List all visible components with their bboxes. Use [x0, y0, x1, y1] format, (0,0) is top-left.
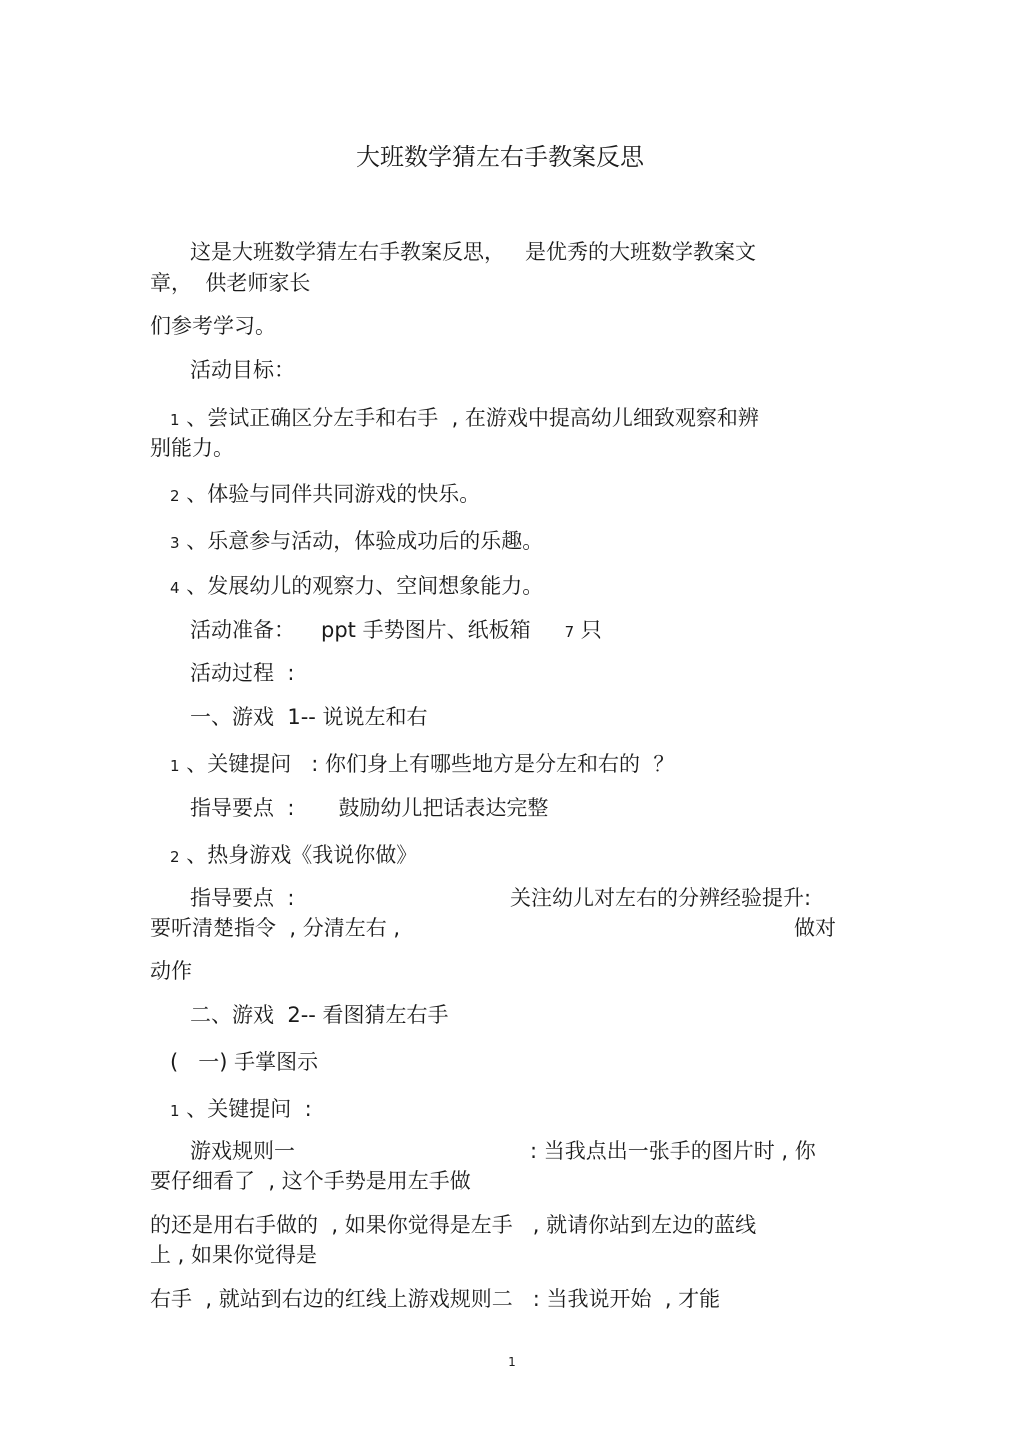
game1-tip-2-line-2-right: 做对 — [794, 916, 836, 940]
game1-tip-1 — [190, 793, 548, 823]
rule1-text: : 当我点出一张手的图片时 , 你 — [530, 1139, 816, 1163]
rule1-line-3: 的还是用右手做的 , 如果你觉得是左手 , 就请你站到左边的蓝线 — [150, 1213, 757, 1237]
intro-line-3: 们参考学习。 — [150, 314, 276, 338]
page-number: 1 — [508, 1355, 516, 1369]
goals-heading: 活动目标： — [190, 358, 295, 382]
question-text: 、关键提问 : 你们身上有哪些地方是分左和右的 ？ — [179, 752, 675, 776]
rule1-line-5: 右手 , 就站到右边的红线上游戏规则二 : 当我说开始 , 才能 — [150, 1287, 721, 1311]
goal-text: 、发展幼儿的观察力、空间想象能力。 — [179, 574, 544, 598]
goal-item-3 — [170, 526, 543, 558]
document-title: 大班数学猜左右手教案反思 — [356, 143, 644, 171]
tip-text: 鼓励幼儿把话表达完整 — [338, 796, 549, 820]
goal-number: 1 — [170, 411, 180, 429]
game1-tip-2-label: 指导要点 : — [190, 886, 295, 910]
game2-heading: 二、游戏 2-- 看图猜左右手 — [190, 1003, 449, 1027]
rule1-label: 游戏规则一 — [190, 1139, 295, 1163]
game2-subheading: ( 一) 手掌图示 — [170, 1050, 319, 1074]
goal-text: 、乐意参与活动，体验成功后的乐趣。 — [179, 529, 544, 553]
rule1-line-2: 要仔细看了 , 这个手势是用左手做 — [150, 1169, 471, 1193]
game1-tip-2-line-2: 要听清楚指令 , 分清左右 , — [150, 916, 401, 940]
goal-item-4 — [170, 571, 543, 603]
question-number: 1 — [170, 1102, 180, 1120]
prep-count-number: 7 — [564, 623, 575, 641]
goal-item-1-continuation: 别能力。 — [150, 436, 234, 460]
goal-text: 、尝试正确区分左手和右手 , 在游戏中提高幼儿细致观察和辨 — [179, 406, 759, 430]
question-text: 、关键提问 : — [179, 1097, 312, 1121]
goal-item-2 — [170, 479, 480, 511]
game1-heading: 一、游戏 1-- 说说左和右 — [190, 705, 428, 729]
tip-label: 指导要点 : — [190, 796, 295, 820]
prep-label: 活动准备： — [190, 618, 295, 642]
question-text: 、热身游戏《我说你做》 — [179, 843, 418, 867]
goal-item-1 — [170, 403, 759, 435]
game1-tip-2-text: 关注幼儿对左右的分辨经验提升: — [510, 886, 812, 910]
prep-count-unit: 只 — [574, 618, 602, 642]
rule1-line-4: 上 , 如果你觉得是 — [150, 1243, 318, 1267]
question-number: 2 — [170, 848, 180, 866]
intro-line-1: 这是大班数学猜左右手教案反思， 是优秀的大班数学教案文 — [190, 240, 757, 264]
process-heading: 活动过程 : — [190, 661, 295, 685]
goal-number: 3 — [170, 534, 180, 552]
game1-question-1 — [170, 749, 674, 781]
prep-line — [190, 615, 602, 647]
question-number: 1 — [170, 757, 180, 775]
prep-text: ppt 手势图片、纸板箱 — [321, 618, 531, 642]
game1-question-2 — [170, 840, 417, 872]
goal-number: 4 — [170, 579, 180, 597]
game2-question-1 — [170, 1094, 312, 1126]
game1-tip-2-line-3: 动作 — [150, 959, 192, 983]
goal-number: 2 — [170, 487, 180, 505]
intro-line-2: 章， 供老师家长 — [150, 271, 311, 295]
goal-text: 、体验与同伴共同游戏的快乐。 — [179, 482, 481, 506]
